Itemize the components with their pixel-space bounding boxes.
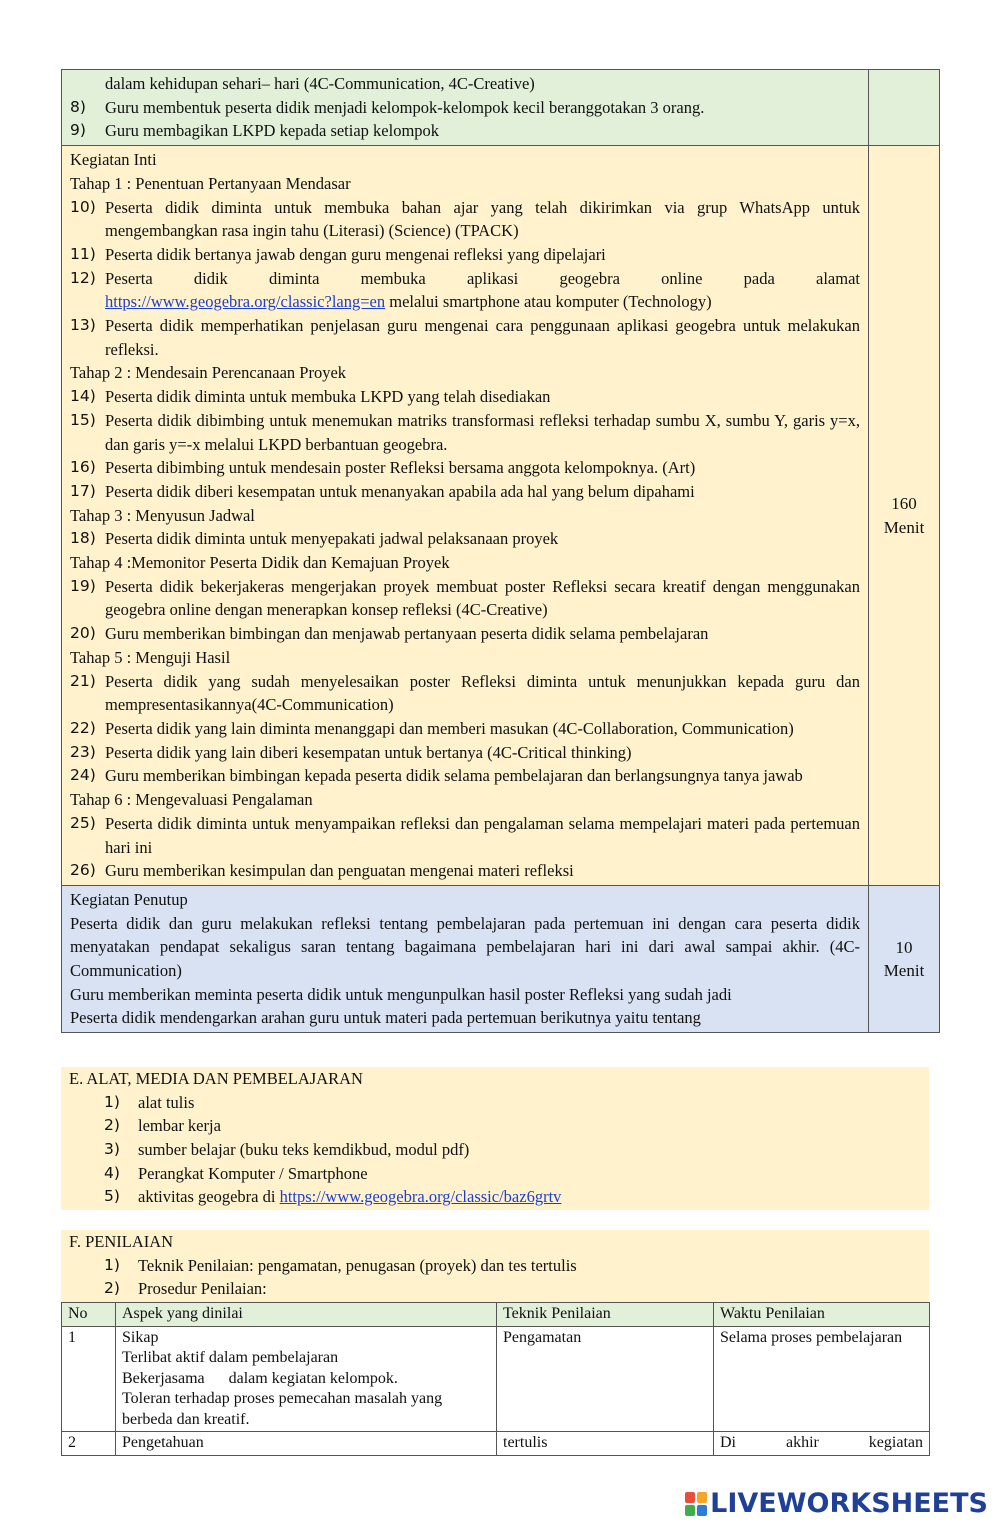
item-text: Peserta didik yang lain diminta menanggapi dan memberi masukan (4C-Collaboration, Communication) [105,718,794,738]
penutup-time-unit: Menit [883,961,925,981]
header-technique: Teknik Penilaian [497,1303,714,1327]
inti-time-value: 160 [891,494,917,513]
item-number: 14) [70,387,96,406]
aspect-line: Terlibat aktif dalam pembelajaran [122,1349,339,1366]
item-text: Peserta didik memperhatikan penjelasan guru mengenai cara penggunaan aplikasi geogebra untuk melakukan refleksi. [105,316,860,359]
penutup-paragraph: Guru memberikan meminta peserta didik untuk mengunpulkan hasil poster Refleksi yang sudah jadi [70,984,732,1004]
list-item [61,1114,929,1138]
aspect-title: Sikap [122,1328,159,1346]
penutup-time-value: 10 [895,937,913,957]
item-number: 16) [70,458,96,477]
list-item [70,859,860,883]
section-f-title: F. PENILAIAN [69,1232,174,1251]
item-number: 24) [70,766,96,785]
list-item [70,670,860,717]
item-number: 21) [70,671,96,690]
geogebra-link[interactable]: https://www.geogebra.org/classic?lang=en [105,292,386,312]
logo-square [685,1505,695,1516]
item-text: Guru membagikan LKPD kepada setiap kelompok [105,121,440,141]
liveworksheets-wordmark: LIVEWORKSHEETS [710,1488,988,1519]
item-number: 1) [104,1255,120,1274]
section-e-title: E. ALAT, MEDIA DAN PEMBELAJARAN [69,1069,363,1088]
aspect-line: Toleran terhadap proses pemecahan masalah yang berbeda dan kreatif. [122,1390,443,1428]
header-aspect: Aspek yang dinilai [116,1303,497,1327]
list-item [70,717,860,741]
geogebra-activity-link[interactable]: https://www.geogebra.org/classic/baz6grtv [279,1187,562,1207]
list-item [61,1185,929,1209]
item-text: Prosedur Penilaian: [138,1279,267,1299]
item-number: 23) [70,742,96,761]
inti-time-cell [869,146,940,886]
item-text-rest: melalui smartphone atau komputer (Technology) [385,292,712,312]
list-item [70,456,860,480]
item-text: Peserta didik diminta untuk membuka LKPD yang telah disediakan [105,387,551,407]
item-text-line: Peserta didik diminta membuka aplikasi geogebra online pada alamat [105,268,860,288]
penutup-title: Kegiatan Penutup [70,889,188,909]
item-text: alat tulis [138,1092,195,1112]
row-aspect [116,1326,497,1432]
item-number: 4) [104,1163,120,1182]
row-technique: tertulis [497,1432,714,1456]
inti-row [62,146,940,886]
list-item [61,1138,929,1162]
list-item [70,243,860,267]
item-number: 15) [70,410,96,429]
list-item [70,409,860,456]
list-item [70,812,860,859]
list-item [70,267,860,314]
penutup-cell [62,885,869,1032]
list-item [70,527,860,551]
item-number: 12) [70,268,96,287]
item-text: lembar kerja [138,1116,221,1136]
list-item [70,622,860,646]
list-item [70,96,860,120]
item-number: 25) [70,813,96,832]
row-time: Di akhir kegiatan [714,1432,930,1456]
intro-row [62,70,940,146]
inti-cell [62,146,869,886]
list-item [70,764,860,788]
item-text: Perangkat Komputer / Smartphone [138,1163,368,1183]
liveworksheets-mark-icon [685,1492,707,1516]
item-number: 11) [70,244,96,263]
assessment-table [61,1302,930,1456]
header-time: Waktu Penilaian [714,1303,930,1327]
stage-heading: Tahap 1 : Penentuan Pertanyaan Mendasar [70,173,351,193]
list-item [61,1162,929,1186]
item-text: Peserta didik bertanya jawab dengan guru mengenai refleksi yang dipelajari [105,244,606,264]
intro-time-cell [869,70,940,146]
item-number: 9) [70,121,86,140]
list-item [70,385,860,409]
item-number: 18) [70,529,96,548]
stage-heading: Tahap 6 : Mengevaluasi Pengalaman [70,790,313,810]
stage-heading: Tahap 3 : Menyusun Jadwal [70,505,255,525]
item-number: 10) [70,197,96,216]
list-item [70,119,860,143]
section-f [61,1230,929,1302]
item-text: Peserta didik yang lain diberi kesempatan untuk bertanya (4C-Critical thinking) [105,742,632,762]
activity-table [61,69,940,1033]
item-text: Peserta didik yang sudah menyelesaikan poster Refleksi diminta untuk menunjukkan kepada guru dan mempresentasikannya(4C-Communication) [105,671,860,715]
item-number: 2) [104,1116,120,1135]
inti-time-unit: Menit [883,517,925,537]
logo-square [697,1505,707,1516]
item-text: Peserta didik dibimbing untuk menemukan matriks transformasi refleksi terhadap sumbu X, sumbu Y, garis y=x, dan garis y=-x melalui LKPD berbantuan geogebra. [105,410,860,454]
logo-square [697,1492,707,1503]
intro-cell [62,70,869,146]
stage-heading: Tahap 2 : Mendesain Perencanaan Proyek [70,363,347,383]
penutup-row [62,885,940,1032]
item-text: Peserta didik diminta untuk menyampaikan refleksi dan pengalaman selama mempelajari materi pada pertemuan hari ini [105,813,860,857]
row-technique: Pengamatan [497,1326,714,1432]
item-text: sumber belajar (buku teks kemdikbud, modul pdf) [138,1139,470,1159]
item-text: Guru memberikan bimbingan dan menjawab pertanyaan peserta didik selama pembelajaran [105,624,709,644]
list-item [61,1277,929,1301]
item-number: 22) [70,718,96,737]
inti-title: Kegiatan Inti [70,150,157,170]
item-text: Peserta dibimbing untuk mendesain poster Refleksi bersama anggota kelompoknya. (Art) [105,458,696,478]
row-time: Selama proses pembelajaran [714,1326,930,1432]
aspect-line: Bekerjasama dalam kegiatan kelompok. [122,1369,398,1387]
item-number: 17) [70,481,96,500]
list-item [70,196,860,243]
row-no: 2 [62,1432,116,1456]
item-number: 20) [70,624,96,643]
table-row [62,1326,930,1432]
table-header-row [62,1303,930,1327]
liveworksheets-logo [685,1488,988,1519]
item-number: 1) [104,1092,120,1111]
item-text: Guru membentuk peserta didik menjadi kelompok-kelompok kecil beranggotakan 3 orang. [105,97,705,117]
stage-heading: Tahap 5 : Menguji Hasil [70,647,231,667]
item-text: Peserta didik bekerjakeras mengerjakan proyek membuat poster Refleksi secara kreatif dengan menggunakan geogebra online dengan menerapkan konsep refleksi (4C-Creative) [105,576,860,620]
item-number: 8) [70,97,86,116]
table-row [62,1432,930,1456]
list-item [70,741,860,765]
item-text: Teknik Penilaian: pengamatan, penugasan (proyek) dan tes tertulis [138,1255,577,1275]
list-item [70,314,860,361]
list-item [70,480,860,504]
item-text: Guru memberikan bimbingan kepada peserta didik selama pembelajaran dan berlangsungnya tanya jawab [105,766,803,786]
item-text-lead: aktivitas geogebra di [138,1187,280,1207]
item-number: 13) [70,316,96,335]
item-number: 5) [104,1187,120,1206]
penutup-paragraph: Peserta didik mendengarkan arahan guru untuk materi pada pertemuan berikutnya yaitu tentang [70,1008,701,1028]
item-number: 3) [104,1139,120,1158]
item-text: Peserta didik diminta untuk membuka bahan ajar yang telah dikirimkan via grup WhatsApp untuk mengembangkan rasa ingin tahu (Literasi) (Science) (TPACK) [105,197,860,241]
item-text [138,1185,561,1209]
item-number: 19) [70,576,96,595]
header-no: No [62,1303,116,1327]
penutup-paragraph: Peserta didik dan guru melakukan refleksi tentang pembelajaran pada pertemuan ini dengan cara peserta didik menyatakan pendapat sekaligus saran tentang bagaimana pembelajaran hari ini dari awal sampai akhir. (4C-Communication) [70,913,860,981]
list-item [70,575,860,622]
item-number: 2) [104,1279,120,1298]
row-no: 1 [62,1326,116,1432]
item-text: Peserta didik diberi kesempatan untuk menanyakan apabila ada hal yang belum dipahami [105,481,695,501]
logo-square [685,1492,695,1503]
intro-continuation: dalam kehidupan sehari– hari (4C-Communication, 4C-Creative) [105,74,535,93]
item-text: Guru memberikan kesimpulan dan penguatan mengenai materi refleksi [105,861,574,881]
stage-heading: Tahap 4 :Memonitor Peserta Didik dan Kemajuan Proyek [70,553,450,573]
item-number: 26) [70,861,96,880]
list-item [61,1091,929,1115]
section-e [61,1067,929,1210]
item-text: Peserta didik diminta untuk menyepakati jadwal pelaksanaan proyek [105,529,559,549]
penutup-time-cell [869,885,940,1032]
list-item [61,1254,929,1278]
row-aspect: Pengetahuan [116,1432,497,1456]
item-text [105,267,860,314]
